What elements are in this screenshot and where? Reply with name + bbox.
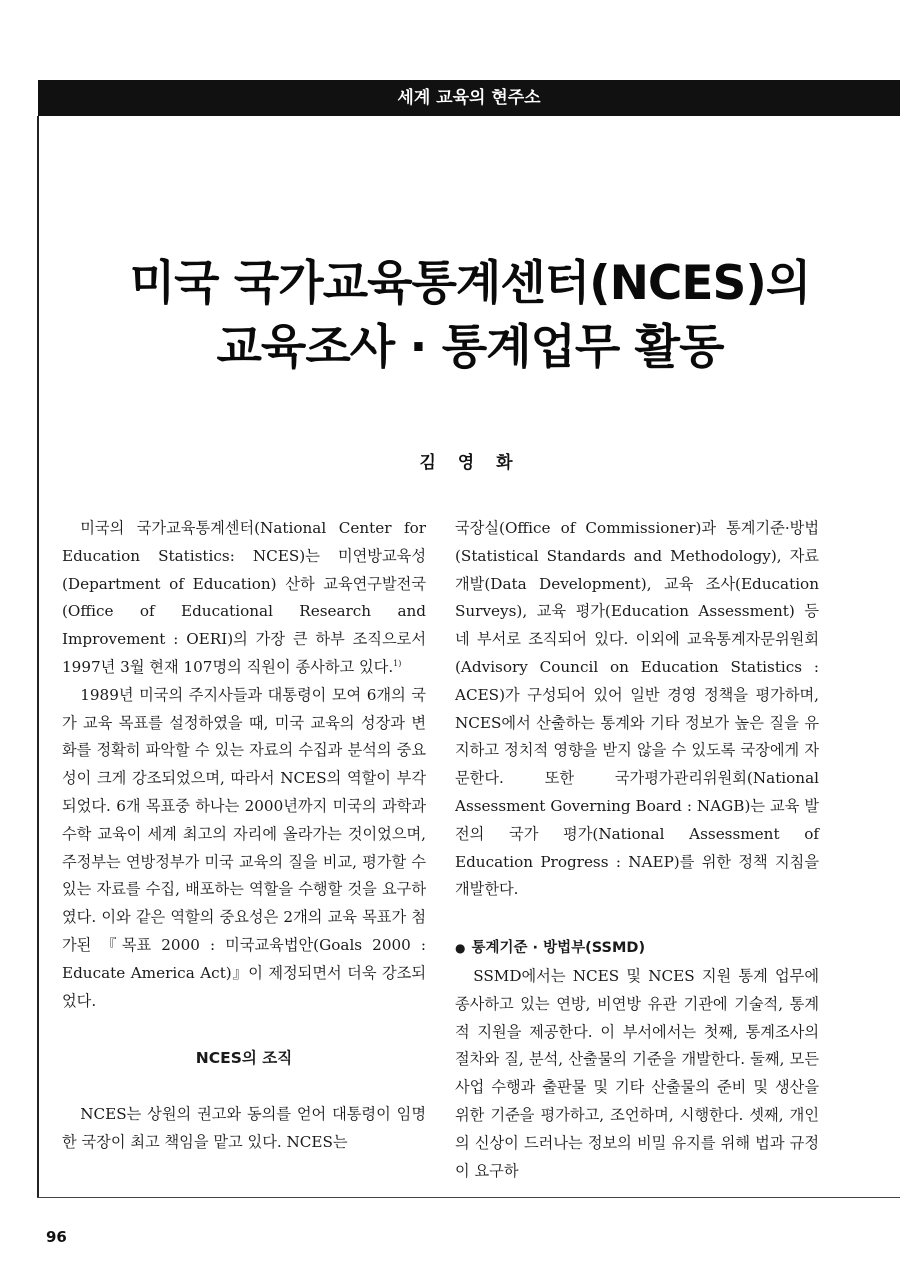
bullet-icon: ● <box>455 941 466 956</box>
left-paragraph-1 <box>62 515 426 682</box>
left-paragraph-1-text: 미국의 국가교육통계센터(National Center for Education Statistics: NCES)는 미연방교육성(Department of Education) 산하 교육연구발전국(Office of Educational Research and Improvement : OERI)의 가장 큰 하부 조직으로서 1997년 3월 현재 107명의 직원이 종사하고 있다. <box>62 519 426 676</box>
article-title-line-2: 교육조사 · 통계업무 활동 <box>216 320 724 375</box>
subheading-ssmd <box>455 935 819 963</box>
left-paragraph-2: 1989년 미국의 주지사들과 대통령이 모여 6개의 국가 교육 목표를 설정하였을 때, 미국 교육의 성장과 변화를 정확히 파악할 수 있는 자료의 수집과 분석의 중요성이 크게 강조되었으며, 따라서 NCES의 역할이 부각되었다. 6개 목표중 하나는 2000년까지 미국의 과학과 수학 교육이 세계 최고의 자리에 올라가는 것이었으며, 주정부는 연방정부가 미국 교육의 질을 비교, 평가할 수 있는 자료를 수집, 배포하는 역할을 수행할 것을 요구하였다. 이와 같은 역할의 중요성은 2개의 교육 목표가 첨가된 『목표 2000 : 미국교육법안(Goals 2000 : Educate America Act)』이 제정되면서 더욱 강조되었다. <box>62 685 426 1010</box>
page-number: 96 <box>46 1228 67 1246</box>
section-header-bar <box>38 80 900 116</box>
page-frame-bottom-rule <box>37 1197 900 1198</box>
left-column <box>62 515 426 1157</box>
article-title <box>40 252 900 380</box>
right-paragraph-2: SSMD에서는 NCES 및 NCES 지원 통계 업무에 종사하고 있는 연방, 비연방 유관 기관에 기술적, 통계적 지원을 제공한다. 이 부서에서는 첫째, 통계조사의 절차와 질, 분석, 산출물의 기준을 개발한다. 둘째, 모든 사업 수행과 출판물 및 기타 산출물의 준비 및 생산을 위한 기준을 평가하고, 조언하며, 시행한다. 셋째, 개인의 신상이 드러나는 정보의 비밀 유지를 위해 법과 규정이 요구하 <box>455 966 819 1180</box>
left-paragraph-3: NCES는 상원의 권고와 동의를 얻어 대통령이 임명한 국장이 최고 책임을 맡고 있다. NCES는 <box>62 1105 426 1152</box>
section-heading-organization: NCES의 조직 <box>195 1049 293 1068</box>
right-paragraph-1: 국장실(Office of Commissioner)과 통계기준·방법(Statistical Standards and Methodology), 자료 개발(Data Development), 교육 조사(Education Surveys), 교육 평가(Education Assessment) 등 네 부서로 조직되어 있다. 이외에 교육통계자문위원회(Advisory Council on Education Statistics : ACES)가 구성되어 있어 일반 경영 정책을 평가하며, NCES에서 산출하는 통계와 기타 정보가 높은 질을 유지하고 정치적 영향을 받지 않을 수 있도록 국장에게 자문한다. 또한 국가평가관리위원회(National Assessment Governing Board : NAGB)는 교육 발전의 국가 평가(National Assessment of Education Progress : NAEP)를 위한 정책 지침을 개발한다. <box>455 519 819 899</box>
page-frame-left-rule <box>37 116 39 1198</box>
author-name: 김 영 화 <box>419 453 521 473</box>
subheading-ssmd-text: 통계기준 · 방법부(SSMD) <box>471 940 646 957</box>
section-label: 세계 교육의 현주소 <box>397 88 541 108</box>
right-column <box>455 515 819 1185</box>
article-title-line-1: 미국 국가교육통계센터(NCES)의 <box>129 256 811 311</box>
footnote-marker: 1) <box>393 658 402 668</box>
